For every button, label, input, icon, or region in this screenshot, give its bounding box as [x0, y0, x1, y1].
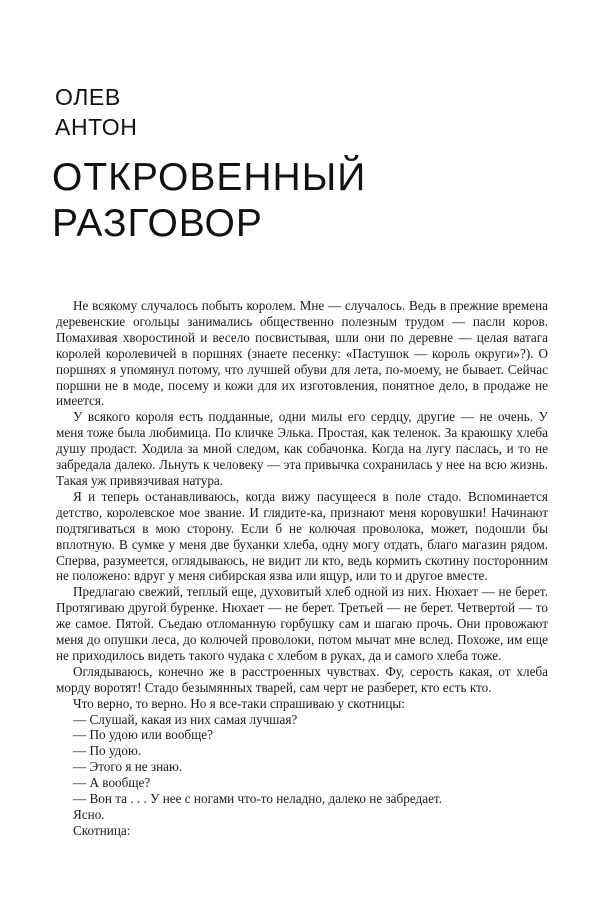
dialogue-line: Ясно.	[73, 807, 105, 822]
dialogue-line: — А вообще?	[73, 775, 151, 791]
paragraph: Оглядываюсь, конечно же в расстроенных чувствах. Фу, серость какая, от хлеба морду воротят! Стадо безымянных тварей, сам черт не разберет, кто есть кто.	[56, 663, 548, 695]
paragraph: Предлагаю свежий, теплый еще, духовитый хлеб одной из них. Нюхает — не берет. Протягиваю другой буренке. Нюхает — не берет. Третьей — не берет. Четвертой — то же самое. Пятой. Съедаю отломанную горбушку сам и шагаю прочь. Они провожают меня до опушки леса, до колючей проволоки, потом мычат мне вслед. Похоже, им еще не приходилось видеть такого чудака с хлебом в руках, да и самого хлеба тоже.	[56, 584, 548, 663]
title-line-2: РАЗГОВОР	[52, 202, 263, 245]
author-name	[55, 82, 137, 142]
dialogue-line: — По удою.	[73, 743, 142, 759]
dialogue-line: Что верно, то верно. Но я все-таки спрашиваю у скотницы:	[73, 695, 405, 711]
paragraph: Не всякому случалось побыть королем. Мне — случалось. Ведь в прежние времена деревенские огольцы занимались общественно полезным трудом — пасли коров. Помахивая хворостиной и весело посвистывая, шли они по деревне — целая ватага королей королевичей в поршнях (знаете песенку: «Пастушок — король округи»?). О поршнях я упомянул потому, что лучшей обуви для лета, по-моему, не бывает. Сейчас поршни не в моде, посему и кожи для их изготовления, понятное дело, в продаже не имеется.	[56, 298, 548, 409]
dialogue-line: — Слушай, какая из них самая лучшая?	[73, 711, 298, 727]
author-last-name: АНТОН	[55, 114, 138, 140]
title-line-1: ОТКРОВЕННЫЙ	[52, 156, 367, 199]
story-body	[56, 298, 548, 839]
paragraph: У всякого короля есть подданные, одни милы его сердцу, другие — не очень. У меня тоже была любимица. По кличке Элька. Простая, как теленок. За краюшку хлеба душу продаст. Ходила за мной следом, как собачонка. Когда на лугу паслась, и то не забредала далеко. Льнуть к человеку — эта привычка сохранилась у нее на всю жизнь. Такая уж привязчивая натура.	[56, 409, 548, 488]
author-first-name: ОЛЕВ	[55, 84, 121, 110]
dialogue-line: — По удою или вообще?	[73, 727, 214, 743]
dialogue-line: — Этого я не знаю.	[73, 759, 183, 775]
paragraph: Я и теперь останавливаюсь, когда вижу пасущееся в поле стадо. Вспоминается детство, королевское мое звание. И глядите-ка, признают меня коровушки! Начинают подтягиваться в мою сторону. Если б не колючая проволока, может, подошли бы вплотную. В сумке у меня две буханки хлеба, одну могу отдать, благо магазин рядом. Сперва, разумеется, оглядываюсь, не видит ли кто, ведь кормить скотину посторонним не положено: вдруг у меня сибирская язва или ящур, или то и другое вместе.	[56, 488, 548, 584]
dialogue-line: — Вон та . . . У нее с ногами что-то неладно, далеко не забредает.	[73, 791, 443, 807]
story-title	[52, 155, 366, 247]
dialogue-line: Скотница:	[73, 822, 131, 838]
